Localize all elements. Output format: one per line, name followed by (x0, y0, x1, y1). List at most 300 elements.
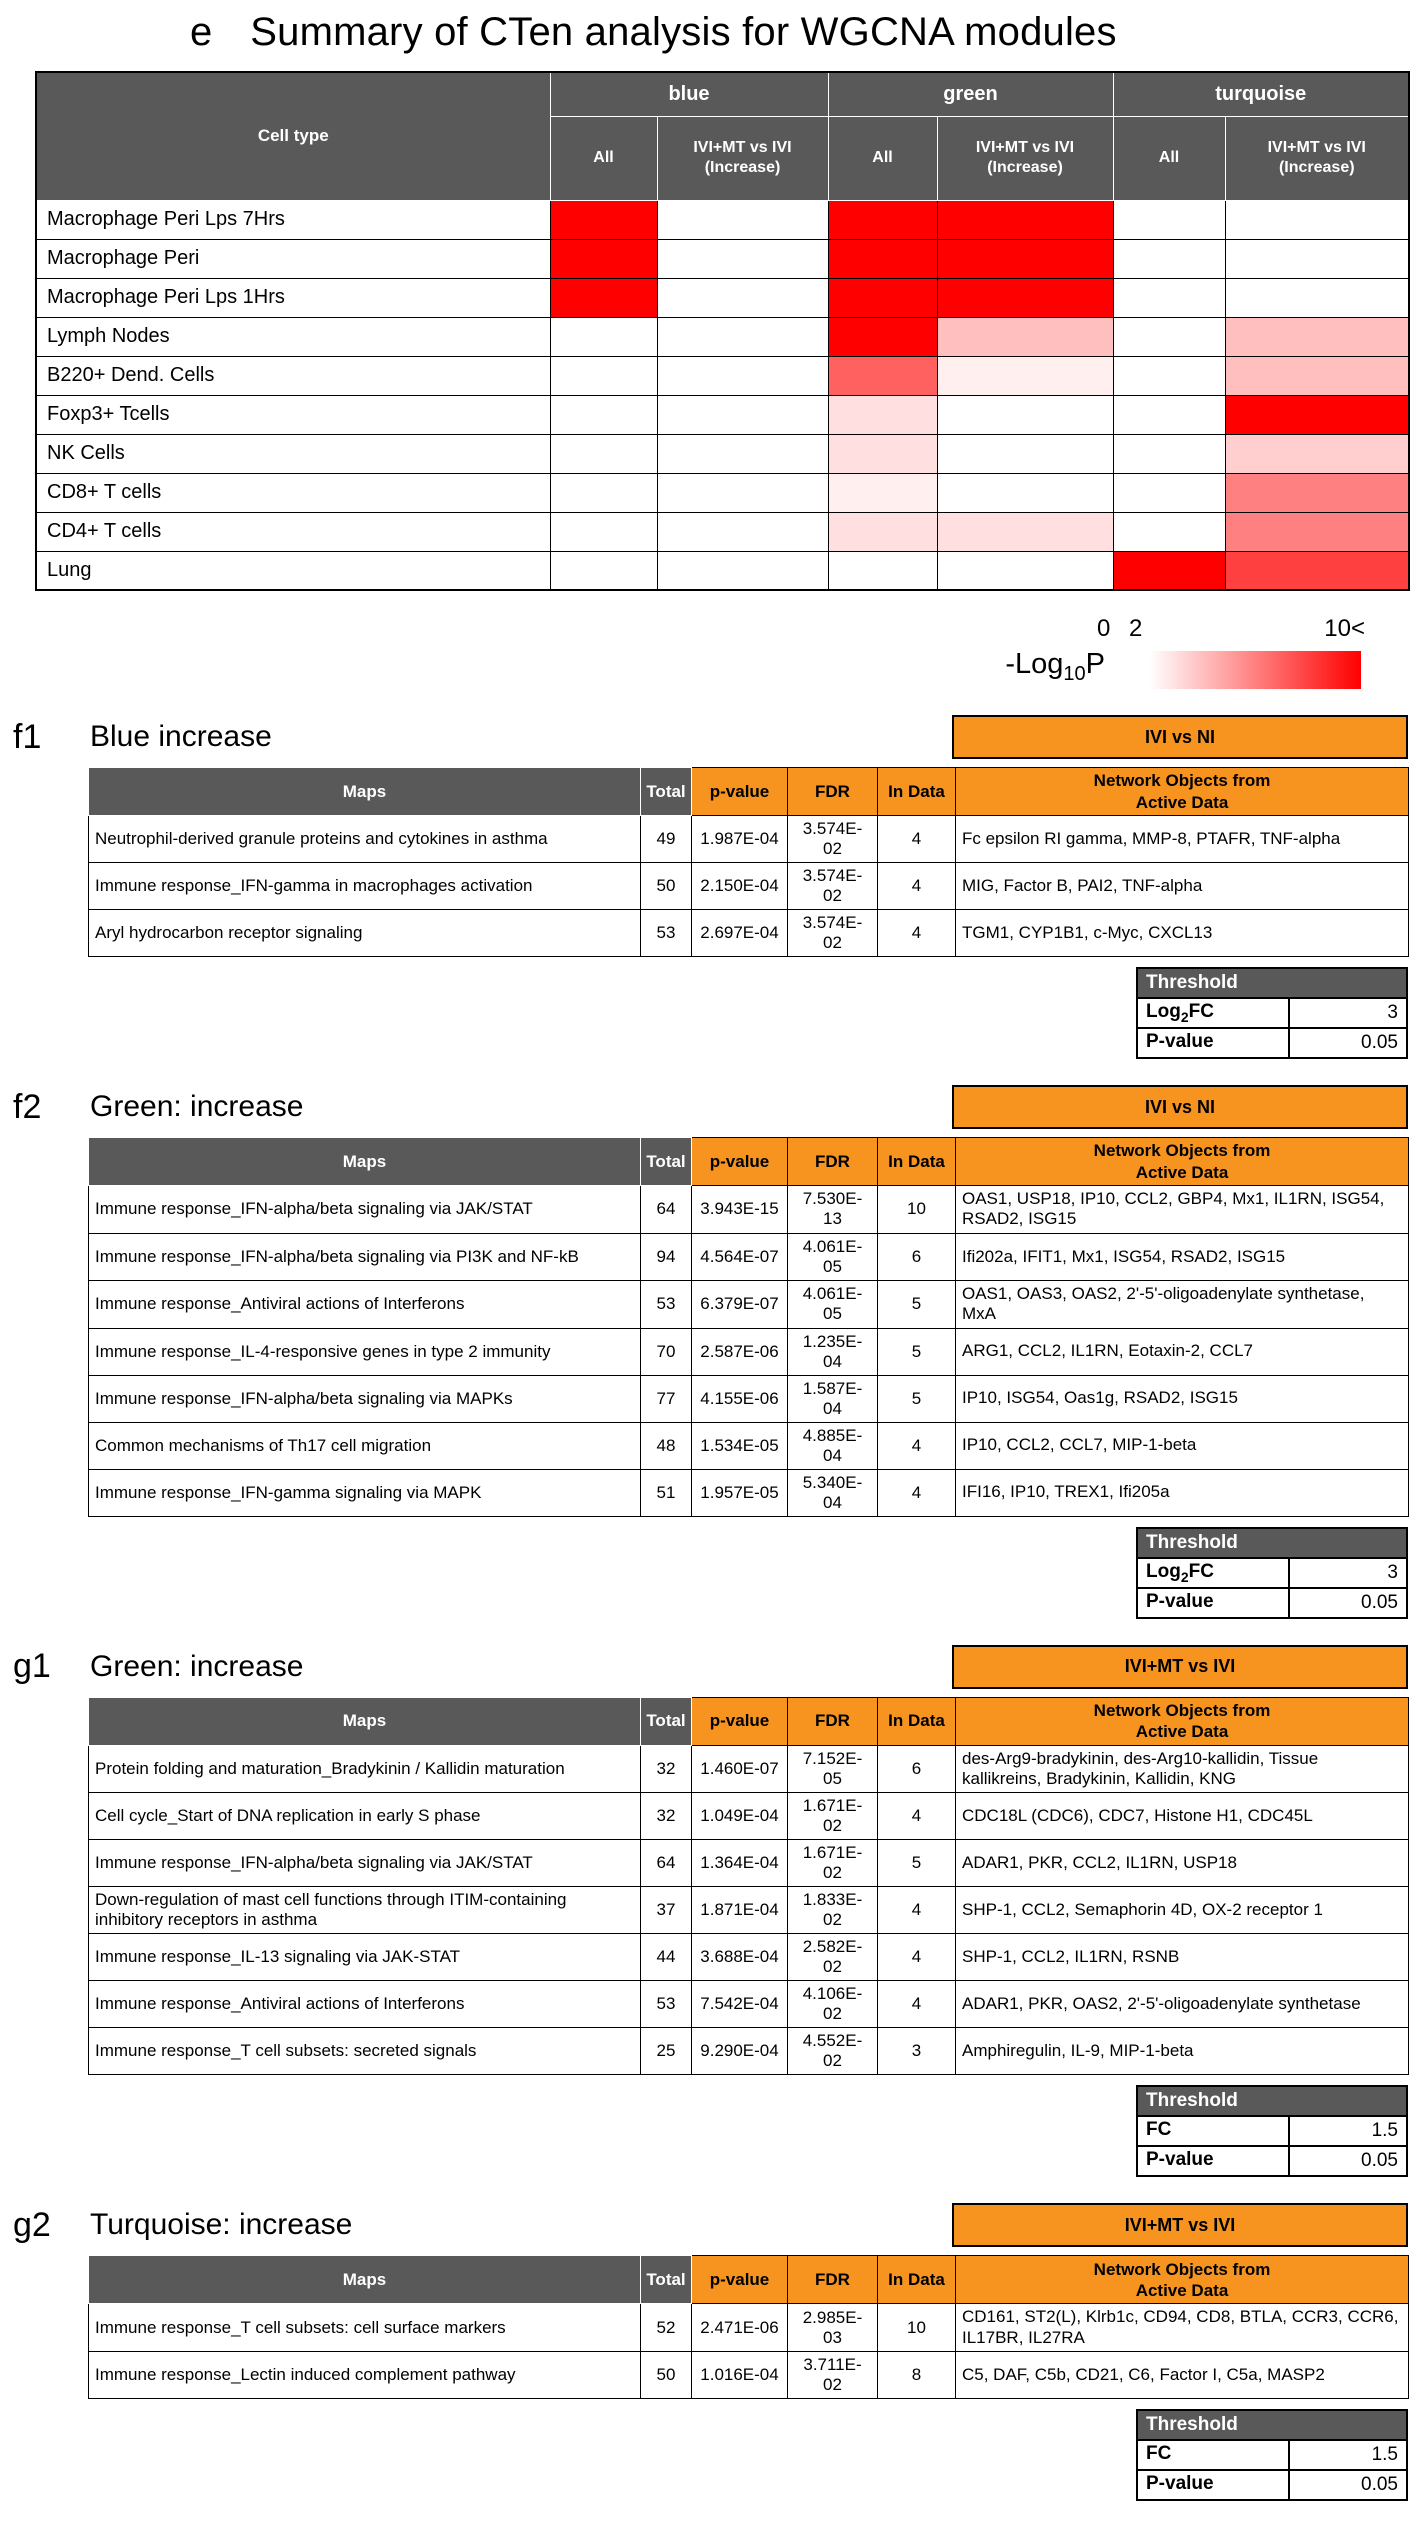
pvalue-value: 1.364E-04 (692, 1840, 788, 1887)
threshold-label (1137, 1588, 1289, 1618)
map-name: Immune response_IL-4-responsive genes in type 2 immunity (89, 1328, 641, 1375)
heat-cell-turquoise-all (1113, 473, 1225, 512)
section-title-f2: Green: increase (90, 1090, 304, 1123)
network-objects: MIG, Factor B, PAI2, TNF-alpha (956, 863, 1409, 910)
heat-cell-blue-increase (657, 473, 828, 512)
heat-cell-green-all (828, 200, 937, 239)
heatmap-legend (0, 615, 1365, 689)
fdr-value: 1.587E-04 (788, 1375, 878, 1422)
threshold-value: 0.05 (1289, 2146, 1407, 2176)
threshold-value: 0.05 (1289, 2470, 1407, 2500)
heat-cell-turquoise-all (1113, 356, 1225, 395)
network-objects: OAS1, OAS3, OAS2, 2'-5'-oligoadenylate synthetase, MxA (956, 1280, 1409, 1328)
subcol-blue-all: All (550, 116, 657, 200)
indata-value: 4 (878, 1887, 956, 1934)
network-objects: Amphiregulin, IL-9, MIP-1-beta (956, 2028, 1409, 2075)
heat-cell-turquoise-increase (1225, 317, 1409, 356)
subcol-green-increase: IVI+MT vs IVI (Increase) (937, 116, 1113, 200)
total-value: 53 (641, 910, 692, 957)
subcol-blue-increase: IVI+MT vs IVI (Increase) (657, 116, 828, 200)
heat-cell-blue-all (550, 551, 657, 590)
heat-cell-blue-increase (657, 239, 828, 278)
total-value: 50 (641, 863, 692, 910)
comparison-banner-f1: IVI vs NI (952, 715, 1408, 759)
header-total: Total (641, 1697, 692, 1745)
header-network-line1: Network Objects from (1093, 771, 1271, 791)
heatmap-row (36, 395, 1409, 434)
map-name: Immune response_IFN-gamma in macrophages activation (89, 863, 641, 910)
map-name: Common mechanisms of Th17 cell migration (89, 1422, 641, 1469)
map-row (89, 1233, 1409, 1280)
cell-type-label: CD8+ T cells (36, 473, 550, 512)
pvalue-value: 2.150E-04 (692, 863, 788, 910)
indata-value: 4 (878, 1422, 956, 1469)
heatmap-row (36, 317, 1409, 356)
total-value: 53 (641, 1981, 692, 2028)
cell-type-label: NK Cells (36, 434, 550, 473)
fdr-value: 4.552E-02 (788, 2028, 878, 2075)
indata-value: 4 (878, 1793, 956, 1840)
header-network-objects (956, 2256, 1409, 2304)
maps-table-g1 (88, 1697, 1409, 2076)
pvalue-value: 1.049E-04 (692, 1793, 788, 1840)
header-network-line2: Active Data (1135, 1162, 1229, 1182)
heatmap-row (36, 473, 1409, 512)
total-value: 50 (641, 2352, 692, 2399)
map-row (89, 2304, 1409, 2352)
cell-type-label: Macrophage Peri Lps 7Hrs (36, 200, 550, 239)
heat-cell-blue-all (550, 200, 657, 239)
network-objects: IFI16, IP10, TREX1, Ifi205a (956, 1469, 1409, 1516)
total-value: 25 (641, 2028, 692, 2075)
threshold-label-post: FC (1188, 1560, 1214, 1582)
map-row (89, 1887, 1409, 1934)
threshold-label-post: FC (1188, 1001, 1214, 1023)
heat-cell-blue-all (550, 512, 657, 551)
map-row (89, 1840, 1409, 1887)
heat-cell-turquoise-increase (1225, 512, 1409, 551)
legend-label (1005, 648, 1105, 689)
network-objects: SHP-1, CCL2, Semaphorin 4D, OX-2 receptor 1 (956, 1887, 1409, 1934)
threshold-row (1137, 2146, 1407, 2176)
total-value: 64 (641, 1186, 692, 1234)
panel-label-g1: g1 (13, 1647, 51, 1686)
heat-cell-green-increase (937, 239, 1113, 278)
header-maps: Maps (89, 1697, 641, 1745)
header-maps: Maps (89, 2256, 641, 2304)
pvalue-value: 2.697E-04 (692, 910, 788, 957)
header-pvalue: p-value (692, 2256, 788, 2304)
subcol-turquoise-increase: IVI+MT vs IVI (Increase) (1225, 116, 1409, 200)
heat-cell-blue-all (550, 317, 657, 356)
map-row (89, 1280, 1409, 1328)
network-objects: ARG1, CCL2, IL1RN, Eotaxin-2, CCL7 (956, 1328, 1409, 1375)
map-name: Down-regulation of mast cell functions through ITIM-containing inhibitory receptors in asthma (89, 1887, 641, 1934)
heat-cell-blue-all (550, 239, 657, 278)
header-pvalue: p-value (692, 1697, 788, 1745)
total-value: 44 (641, 1934, 692, 1981)
heat-cell-blue-increase (657, 200, 828, 239)
heat-cell-green-all (828, 434, 937, 473)
pvalue-value: 1.534E-05 (692, 1422, 788, 1469)
indata-value: 10 (878, 1186, 956, 1234)
threshold-label-pre: P-value (1146, 1590, 1214, 1612)
map-row (89, 1793, 1409, 1840)
pvalue-value: 7.542E-04 (692, 1981, 788, 2028)
module-header-blue: blue (550, 72, 828, 116)
pvalue-value: 6.379E-07 (692, 1280, 788, 1328)
indata-value: 4 (878, 816, 956, 863)
indata-value: 5 (878, 1375, 956, 1422)
maps-table-header (89, 1697, 1409, 1745)
pvalue-value: 3.943E-15 (692, 1186, 788, 1234)
threshold-label (1137, 2470, 1289, 2500)
map-row (89, 1469, 1409, 1516)
heatmap-row (36, 356, 1409, 395)
heat-cell-green-increase (937, 200, 1113, 239)
header-total: Total (641, 2256, 692, 2304)
header-maps: Maps (89, 1138, 641, 1186)
heat-cell-green-increase (937, 551, 1113, 590)
network-objects: C5, DAF, C5b, CD21, C6, Factor I, C5a, MASP2 (956, 2352, 1409, 2399)
map-row (89, 1981, 1409, 2028)
map-name: Immune response_Antiviral actions of Interferons (89, 1280, 641, 1328)
header-indata: In Data (878, 768, 956, 816)
threshold-label (1137, 998, 1289, 1028)
threshold-box-f2 (1136, 1527, 1408, 1619)
heat-cell-turquoise-all (1113, 395, 1225, 434)
section-head-f1 (0, 715, 1419, 759)
heat-cell-turquoise-increase (1225, 395, 1409, 434)
heatmap-corner-header: Cell type (36, 72, 550, 200)
heat-cell-green-all (828, 278, 937, 317)
network-objects: SHP-1, CCL2, IL1RN, RSNB (956, 1934, 1409, 1981)
header-network-line2: Active Data (1135, 2280, 1229, 2300)
total-value: 77 (641, 1375, 692, 1422)
fdr-value: 5.340E-04 (788, 1469, 878, 1516)
panel-label-f2: f2 (13, 1087, 42, 1126)
threshold-row (1137, 1588, 1407, 1618)
header-network-line1: Network Objects from (1093, 1700, 1271, 1720)
threshold-label (1137, 1028, 1289, 1058)
map-name: Aryl hydrocarbon receptor signaling (89, 910, 641, 957)
section-head-g2 (0, 2203, 1419, 2247)
threshold-title: Threshold (1137, 2410, 1407, 2440)
map-row (89, 1934, 1409, 1981)
threshold-box-f1 (1136, 967, 1408, 1059)
fdr-value: 3.574E-02 (788, 863, 878, 910)
indata-value: 10 (878, 2304, 956, 2352)
threshold-label (1137, 2146, 1289, 2176)
header-indata: In Data (878, 2256, 956, 2304)
total-value: 32 (641, 1793, 692, 1840)
header-pvalue: p-value (692, 768, 788, 816)
threshold-row (1137, 1028, 1407, 1058)
map-row (89, 2352, 1409, 2399)
header-indata: In Data (878, 1697, 956, 1745)
pvalue-value: 1.460E-07 (692, 1745, 788, 1793)
threshold-title: Threshold (1137, 1528, 1407, 1558)
threshold-label-pre: P-value (1146, 1031, 1214, 1053)
total-value: 52 (641, 2304, 692, 2352)
panel-label-f1: f1 (13, 717, 42, 756)
legend-tick-max: 10< (1324, 615, 1365, 642)
cell-type-label: Lymph Nodes (36, 317, 550, 356)
heat-cell-turquoise-increase (1225, 278, 1409, 317)
map-name: Immune response_T cell subsets: secreted signals (89, 2028, 641, 2075)
map-name: Immune response_IFN-alpha/beta signaling via JAK/STAT (89, 1840, 641, 1887)
heat-cell-green-all (828, 356, 937, 395)
pvalue-value: 2.587E-06 (692, 1328, 788, 1375)
maps-table-g2 (88, 2255, 1409, 2399)
section-f2 (0, 1085, 1419, 1619)
legend-bar-wrap (1097, 615, 1365, 689)
map-name: Immune response_IFN-gamma signaling via MAPK (89, 1469, 641, 1516)
map-row (89, 910, 1409, 957)
header-total: Total (641, 768, 692, 816)
threshold-box-g1 (1136, 2085, 1408, 2177)
heat-cell-turquoise-increase (1225, 551, 1409, 590)
section-head-f2 (0, 1085, 1419, 1129)
comparison-banner-g2: IVI+MT vs IVI (952, 2203, 1408, 2247)
network-objects: CDC18L (CDC6), CDC7, Histone H1, CDC45L (956, 1793, 1409, 1840)
pvalue-value: 1.016E-04 (692, 2352, 788, 2399)
threshold-box-g2 (1136, 2409, 1408, 2501)
heat-cell-green-all (828, 317, 937, 356)
pvalue-value: 1.987E-04 (692, 816, 788, 863)
fdr-value: 7.530E-13 (788, 1186, 878, 1234)
map-name: Immune response_Lectin induced complement pathway (89, 2352, 641, 2399)
map-row (89, 1745, 1409, 1793)
module-header-turquoise: turquoise (1113, 72, 1409, 116)
header-network-line2: Active Data (1135, 792, 1229, 812)
indata-value: 4 (878, 863, 956, 910)
header-network-line1: Network Objects from (1093, 1141, 1271, 1161)
threshold-label-pre: P-value (1146, 2149, 1214, 2171)
heat-cell-green-increase (937, 278, 1113, 317)
section-f1 (0, 715, 1419, 1059)
heatmap-body (36, 200, 1409, 590)
network-objects: des-Arg9-bradykinin, des-Arg10-kallidin, Tissue kallikreins, Bradykinin, Kallidin, KNG (956, 1745, 1409, 1793)
pvalue-value: 3.688E-04 (692, 1934, 788, 1981)
header-network-objects (956, 1138, 1409, 1186)
threshold-label-pre: Log (1146, 1560, 1181, 1582)
section-g2 (0, 2203, 1419, 2501)
cell-type-label: Foxp3+ Tcells (36, 395, 550, 434)
heat-cell-green-all (828, 239, 937, 278)
legend-tick-min: 0 (1097, 615, 1111, 642)
network-objects: TGM1, CYP1B1, c-Myc, CXCL13 (956, 910, 1409, 957)
heat-cell-blue-increase (657, 512, 828, 551)
threshold-row (1137, 998, 1407, 1028)
map-row (89, 863, 1409, 910)
heat-cell-blue-increase (657, 356, 828, 395)
threshold-label-pre: FC (1146, 2443, 1172, 2465)
heat-cell-green-all (828, 551, 937, 590)
subcol-turquoise-all: All (1113, 116, 1225, 200)
cell-type-label: CD4+ T cells (36, 512, 550, 551)
indata-value: 5 (878, 1328, 956, 1375)
header-fdr: FDR (788, 768, 878, 816)
total-value: 48 (641, 1422, 692, 1469)
panel-label-e: e (190, 10, 213, 54)
indata-value: 4 (878, 1981, 956, 2028)
header-network-objects (956, 1697, 1409, 1745)
network-objects: Fc epsilon RI gamma, MMP-8, PTAFR, TNF-alpha (956, 816, 1409, 863)
header-network-line2: Active Data (1135, 1722, 1229, 1742)
pvalue-value: 2.471E-06 (692, 2304, 788, 2352)
heat-cell-turquoise-all (1113, 239, 1225, 278)
total-value: 49 (641, 816, 692, 863)
header-fdr: FDR (788, 1697, 878, 1745)
maps-table-header (89, 2256, 1409, 2304)
heatmap-row (36, 551, 1409, 590)
heat-cell-blue-all (550, 473, 657, 512)
total-value: 51 (641, 1469, 692, 1516)
section-head-g1 (0, 1645, 1419, 1689)
maps-table-f1 (88, 767, 1409, 957)
fdr-value: 4.106E-02 (788, 1981, 878, 2028)
legend-tick-low: 2 (1129, 615, 1143, 642)
threshold-row (1137, 2440, 1407, 2470)
heatmap-row (36, 200, 1409, 239)
section-title-g2: Turquoise: increase (90, 2208, 353, 2242)
total-value: 32 (641, 1745, 692, 1793)
heat-cell-green-increase (937, 395, 1113, 434)
panel-label-g2: g2 (13, 2205, 51, 2244)
indata-value: 4 (878, 1934, 956, 1981)
fdr-value: 1.671E-02 (788, 1793, 878, 1840)
map-name: Immune response_IFN-alpha/beta signaling via JAK/STAT (89, 1186, 641, 1234)
map-row (89, 1328, 1409, 1375)
legend-label-sub: 10 (1063, 663, 1086, 685)
legend-label-pre: -Log (1005, 648, 1064, 681)
threshold-value: 1.5 (1289, 2440, 1407, 2470)
total-value: 53 (641, 1280, 692, 1328)
heat-cell-turquoise-all (1113, 434, 1225, 473)
network-objects: IP10, CCL2, CCL7, MIP-1-beta (956, 1422, 1409, 1469)
heat-cell-green-all (828, 395, 937, 434)
threshold-value: 3 (1289, 998, 1407, 1028)
fdr-value: 4.061E-05 (788, 1280, 878, 1328)
heat-cell-turquoise-all (1113, 317, 1225, 356)
heat-cell-blue-all (550, 278, 657, 317)
cten-heatmap-table (35, 71, 1410, 591)
fdr-value: 3.711E-02 (788, 2352, 878, 2399)
threshold-label-pre: P-value (1146, 2473, 1214, 2495)
heat-cell-green-increase (937, 434, 1113, 473)
network-objects: OAS1, USP18, IP10, CCL2, GBP4, Mx1, IL1RN, ISG54, RSAD2, ISG15 (956, 1186, 1409, 1234)
section-title-g1: Green: increase (90, 1649, 304, 1683)
threshold-row (1137, 1558, 1407, 1588)
header-network-objects (956, 768, 1409, 816)
fdr-value: 3.574E-02 (788, 910, 878, 957)
heatmap-row (36, 434, 1409, 473)
indata-value: 6 (878, 1233, 956, 1280)
heat-cell-turquoise-all (1113, 551, 1225, 590)
threshold-title: Threshold (1137, 968, 1407, 998)
heat-cell-turquoise-all (1113, 278, 1225, 317)
header-indata: In Data (878, 1138, 956, 1186)
threshold-label-pre: Log (1146, 1001, 1181, 1023)
map-name: Immune response_IFN-alpha/beta signaling via MAPKs (89, 1375, 641, 1422)
section-g1 (0, 1645, 1419, 2178)
network-objects: Ifi202a, IFIT1, Mx1, ISG54, RSAD2, ISG15 (956, 1233, 1409, 1280)
fdr-value: 2.582E-02 (788, 1934, 878, 1981)
header-pvalue: p-value (692, 1138, 788, 1186)
network-objects: IP10, ISG54, Oas1g, RSAD2, ISG15 (956, 1375, 1409, 1422)
threshold-label-pre: FC (1146, 2119, 1172, 2141)
threshold-row (1137, 2470, 1407, 2500)
heat-cell-blue-all (550, 434, 657, 473)
map-name: Protein folding and maturation_Bradykinin / Kallidin maturation (89, 1745, 641, 1793)
pvalue-value: 4.155E-06 (692, 1375, 788, 1422)
heat-cell-green-all (828, 473, 937, 512)
threshold-label (1137, 2440, 1289, 2470)
header-fdr: FDR (788, 2256, 878, 2304)
total-value: 37 (641, 1887, 692, 1934)
map-row (89, 1375, 1409, 1422)
fdr-value: 7.152E-05 (788, 1745, 878, 1793)
total-value: 64 (641, 1840, 692, 1887)
map-name: Immune response_IL-13 signaling via JAK-STAT (89, 1934, 641, 1981)
maps-table-f2 (88, 1137, 1409, 1517)
indata-value: 4 (878, 910, 956, 957)
legend-gradient-bar (1121, 651, 1361, 689)
header-network-line1: Network Objects from (1093, 2259, 1271, 2279)
threshold-label (1137, 1558, 1289, 1588)
heat-cell-green-increase (937, 356, 1113, 395)
indata-value: 4 (878, 1469, 956, 1516)
threshold-label-sub: 2 (1180, 1568, 1189, 1585)
map-name: Neutrophil-derived granule proteins and cytokines in asthma (89, 816, 641, 863)
heat-cell-blue-increase (657, 551, 828, 590)
map-row (89, 1422, 1409, 1469)
cell-type-label: Macrophage Peri Lps 1Hrs (36, 278, 550, 317)
network-objects: ADAR1, PKR, OAS2, 2'-5'-oligoadenylate synthetase (956, 1981, 1409, 2028)
map-name: Immune response_T cell subsets: cell surface markers (89, 2304, 641, 2352)
total-value: 70 (641, 1328, 692, 1375)
pvalue-value: 1.871E-04 (692, 1887, 788, 1934)
heatmap-row (36, 239, 1409, 278)
heat-cell-turquoise-all (1113, 512, 1225, 551)
indata-value: 5 (878, 1280, 956, 1328)
heat-cell-turquoise-increase (1225, 434, 1409, 473)
map-row (89, 816, 1409, 863)
cell-type-label: Macrophage Peri (36, 239, 550, 278)
cell-type-label: B220+ Dend. Cells (36, 356, 550, 395)
indata-value: 8 (878, 2352, 956, 2399)
heat-cell-turquoise-all (1113, 200, 1225, 239)
heat-cell-blue-increase (657, 434, 828, 473)
heat-cell-turquoise-increase (1225, 239, 1409, 278)
heat-cell-green-increase (937, 317, 1113, 356)
figure-title-row (0, 0, 1419, 55)
comparison-banner-f2: IVI vs NI (952, 1085, 1408, 1129)
pvalue-value: 1.957E-05 (692, 1469, 788, 1516)
comparison-banner-g1: IVI+MT vs IVI (952, 1645, 1408, 1689)
module-header-green: green (828, 72, 1113, 116)
cell-type-label: Lung (36, 551, 550, 590)
header-fdr: FDR (788, 1138, 878, 1186)
indata-value: 5 (878, 1840, 956, 1887)
threshold-value: 0.05 (1289, 1588, 1407, 1618)
heat-cell-turquoise-increase (1225, 356, 1409, 395)
threshold-label (1137, 2116, 1289, 2146)
figure-title: Summary of CTen analysis for WGCNA modules (250, 10, 1117, 54)
pvalue-value: 9.290E-04 (692, 2028, 788, 2075)
pvalue-value: 4.564E-07 (692, 1233, 788, 1280)
